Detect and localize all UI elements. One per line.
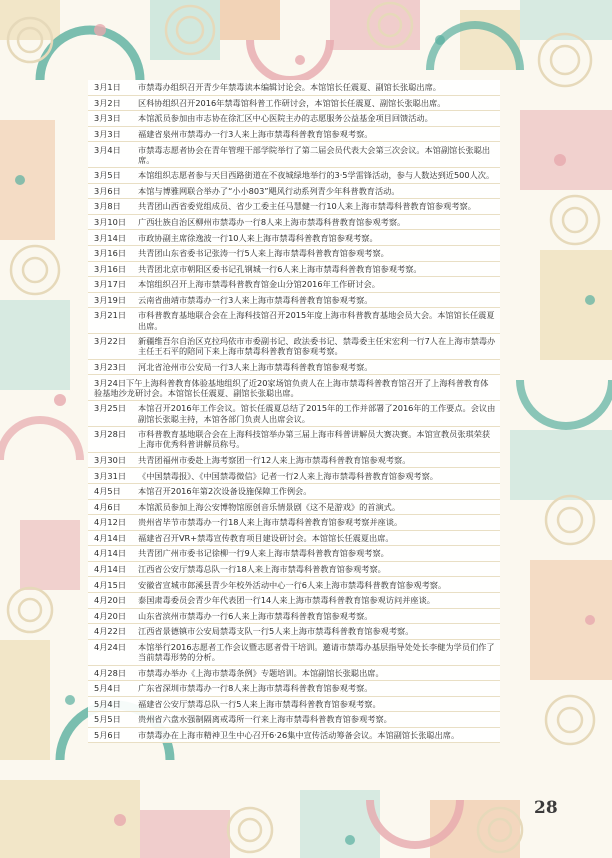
entry-text: 共青团广州市委书记徐柳一行9人来上海市禁毒科普教育馆参观考察。 — [138, 548, 389, 559]
entry-date: 3月22日 — [94, 336, 127, 347]
entry-date: 3月4日 — [94, 144, 121, 155]
entry-text: 共青团山西省委党组成员、省少工委主任马慧健一行10人来上海市禁毒科普教育馆参观考察。 — [138, 201, 476, 212]
entry-text: 安徽省宣城市郎溪县青少年校外活动中心一行6人来上海市禁毒科普教育馆参观考察。 — [138, 579, 447, 590]
entry-date: 3月10日 — [94, 217, 127, 228]
list-item — [88, 96, 500, 112]
entry-text: 本馆召开2016年第2次设备设施保障工作例会。 — [138, 486, 312, 497]
entry-text: 下午上海科普教育体验基地组织了近20家场馆负责人在上海市禁毒科普教育馆召开了上海科普教育体验基地沙龙研讨会。本馆馆长任震夏、副馆长张聪出席。 — [94, 377, 489, 398]
entry-text: 市科普教育基地联合会在上海科技馆举办第三届上海市科普讲解员大赛决赛。本馆宣教员张琪荣获上海市优秀科普讲解员称号。 — [138, 429, 491, 450]
entry-text: 河北省沧州市公安局一行3人来上海市禁毒科普教育馆参观考察。 — [138, 362, 373, 373]
list-item — [88, 468, 500, 484]
entry-text: 本馆派员参加由市志协在徐汇区中心医院主办的志愿服务公益基金项目回馈活动。 — [138, 113, 433, 124]
entry-date: 3月31日 — [94, 470, 127, 481]
entry-date: 3月16日 — [94, 248, 127, 259]
entry-text: 共青团福州市委赴上海考察团一行12人来上海市禁毒科普教育馆参观考察。 — [138, 454, 411, 465]
entry-text: 本馆组织召开上海市禁毒科普教育馆金山分馆2016年工作研讨会。 — [138, 279, 380, 290]
list-item — [88, 666, 500, 682]
entry-date: 5月4日 — [94, 698, 121, 709]
entry-text: 泰国肃毒委员会青少年代表团一行14人来上海市禁毒科普教育馆参观访问并座谈。 — [138, 595, 435, 606]
list-item — [88, 184, 500, 200]
entry-date: 4月28日 — [94, 667, 127, 678]
entry-date: 3月24日 — [94, 377, 127, 388]
entry-date: 4月14日 — [94, 532, 127, 543]
entry-date: 3月1日 — [94, 82, 121, 93]
entry-date: 5月4日 — [94, 683, 121, 694]
entry-text: 区科协组织召开2016年禁毒馆科普工作研讨会，本馆馆长任震夏、副馆长张聪出席。 — [138, 97, 446, 108]
entry-date: 5月6日 — [94, 730, 121, 740]
entry-date: 4月6日 — [94, 501, 121, 512]
entry-text: 本馆举行2016志愿者工作会议暨志愿者骨干培训。邀请市禁毒办基层指导处处长李健为学员们作了当前禁毒形势的分析。 — [138, 641, 495, 663]
list-item — [88, 609, 500, 625]
list-item — [88, 712, 500, 728]
entry-date: 3月8日 — [94, 201, 121, 212]
list-item — [88, 427, 500, 453]
entry-date: 4月20日 — [94, 610, 127, 621]
list-item — [88, 277, 500, 293]
entry-text: 江西省公安厅禁毒总队一行18人来上海市禁毒科普教育馆参观考察。 — [138, 564, 386, 575]
list-item — [88, 401, 500, 427]
entry-text: 市禁毒办组织召开青少年禁毒读本编辑讨论会。本馆馆长任震夏、副馆长张聪出席。 — [138, 82, 441, 93]
entry-text: 市禁毒办在上海市精神卫生中心召开6·26集中宣传活动筹备会议。本馆副馆长张聪出席。 — [138, 730, 460, 740]
list-item — [88, 500, 500, 516]
entry-text: 福建省泉州市禁毒办一行3人来上海市禁毒科普教育馆参观考察。 — [138, 128, 373, 139]
list-item — [88, 127, 500, 143]
list-item — [88, 593, 500, 609]
entry-text: 福建省公安厅禁毒总队一行5人来上海市禁毒科普教育馆参观考察。 — [138, 698, 381, 709]
entry-date: 4月20日 — [94, 595, 127, 606]
entry-text: 市政协副主席徐逸波一行10人来上海市禁毒科普教育馆参观考察。 — [138, 232, 378, 243]
list-item — [88, 142, 500, 168]
entry-text: 广东省深圳市禁毒办一行8人来上海市禁毒科普教育馆参观考察。 — [138, 683, 373, 694]
list-item — [88, 262, 500, 278]
entry-text: 福建省召开VR+禁毒宣传教育项目建设研讨会。本馆馆长任震夏出席。 — [138, 532, 394, 543]
list-item — [88, 215, 500, 231]
list-item — [88, 111, 500, 127]
entry-text: 云南省曲靖市禁毒办一行3人来上海市禁毒科普教育馆参观考察。 — [138, 294, 373, 305]
list-item — [88, 546, 500, 562]
entry-text: 贵州省六盘水强制隔离戒毒所一行来上海市禁毒科普教育馆参观考察。 — [138, 714, 392, 725]
entry-date: 3月2日 — [94, 97, 121, 108]
list-item — [88, 562, 500, 578]
entry-text: 市禁毒办举办《上海市禁毒条例》专题培训。本馆副馆长张聪出席。 — [138, 667, 384, 678]
entry-text: 本馆与博雅网联合举办了“小小803”飓风行动系列青少年科普教育活动。 — [138, 185, 400, 196]
entry-text: 共青团北京市朝阳区委书记孔钢城一行6人来上海市禁毒科普教育馆参观考察。 — [138, 263, 422, 274]
entry-text: 本馆组织志愿者参与天目西路街道在不夜城绿地举行的3·5学雷锋活动，参与人数达到近500人次。 — [138, 170, 495, 181]
entry-date: 3月6日 — [94, 185, 121, 196]
list-item — [88, 681, 500, 697]
list-item — [88, 246, 500, 262]
entry-date: 3月30日 — [94, 454, 127, 465]
entry-text: 市禁毒志愿者协会在青年管理干部学院举行了第二届会员代表大会第三次会议。本馆副馆长张聪出席。 — [138, 144, 491, 165]
list-item — [88, 199, 500, 215]
entry-date: 4月12日 — [94, 517, 127, 528]
list-item — [88, 624, 500, 640]
entry-text: 本馆派员参加上海公安博物馆原创音乐情景剧《这不是游戏》的首演式。 — [138, 501, 401, 512]
entry-text: 山东省滨州市禁毒办一行6人来上海市禁毒科普教育馆参观考察。 — [138, 610, 373, 621]
entry-date: 4月24日 — [94, 641, 127, 652]
entry-text: 新疆维吾尔自治区克拉玛依市市委副书记、政法委书记、禁毒委主任宋宏利一行7人在上海市禁毒办主任王石平的陪同下来上海市禁毒科普教育馆参观考察。 — [138, 336, 496, 357]
entry-text: 贵州省毕节市禁毒办一行18人来上海市禁毒科普教育馆参观考察并座谈。 — [138, 517, 403, 528]
list-item — [88, 334, 500, 360]
entry-date: 3月14日 — [94, 232, 127, 243]
list-item — [88, 168, 500, 184]
list-item — [88, 453, 500, 469]
entry-date: 5月5日 — [94, 714, 121, 725]
entry-date: 3月17日 — [94, 279, 127, 290]
list-item — [88, 515, 500, 531]
chronicle-list — [88, 80, 500, 743]
list-item — [88, 360, 500, 376]
list-item — [88, 728, 500, 744]
entry-date: 4月14日 — [94, 564, 127, 575]
entry-date: 4月14日 — [94, 548, 127, 559]
entry-date: 3月16日 — [94, 263, 127, 274]
entry-date: 3月21日 — [94, 310, 127, 321]
entry-date: 4月5日 — [94, 486, 121, 497]
list-item — [88, 484, 500, 500]
entry-date: 3月3日 — [94, 128, 121, 139]
list-item — [88, 230, 500, 246]
entry-date: 4月22日 — [94, 626, 127, 637]
entry-text: 市科普教育基地联合会在上海科技馆召开2015年度上海市科普教育基地会员大会。本馆馆长任震夏出席。 — [138, 310, 495, 331]
entry-date: 3月25日 — [94, 403, 127, 414]
entry-date: 4月15日 — [94, 579, 127, 590]
list-item — [88, 293, 500, 309]
list-item — [88, 697, 500, 713]
list-item — [88, 640, 500, 666]
entry-date: 3月3日 — [94, 113, 121, 124]
entry-text: 广西壮族自治区柳州市禁毒办一行8人来上海市禁毒科普教育馆参观考察。 — [138, 217, 406, 228]
entry-text: 本馆召开2016年工作会议。馆长任震夏总结了2015年的工作并部署了2016年的工作要点。会议由副馆长张聪主持，本馆各部门负责人出席会议。 — [138, 403, 496, 424]
entry-date: 3月19日 — [94, 294, 127, 305]
entry-text: 《中国禁毒报》、《中国禁毒微信》记者一行2人来上海市禁毒科普教育馆参观考察。 — [138, 470, 438, 481]
entry-text: 江西省景德镇市公安局禁毒支队一行5人来上海市禁毒科普教育馆参观考察。 — [138, 626, 414, 637]
list-item — [88, 531, 500, 547]
list-item — [88, 375, 500, 401]
list-item — [88, 308, 500, 334]
page-number: 28 — [534, 798, 558, 818]
entry-date: 3月5日 — [94, 170, 121, 181]
entry-date: 3月28日 — [94, 429, 127, 440]
entry-date: 3月23日 — [94, 362, 127, 373]
list-item — [88, 577, 500, 593]
entry-text: 共青团山东省委书记张涛一行5人来上海市禁毒科普教育馆参观考察。 — [138, 248, 389, 259]
list-item — [88, 80, 500, 96]
